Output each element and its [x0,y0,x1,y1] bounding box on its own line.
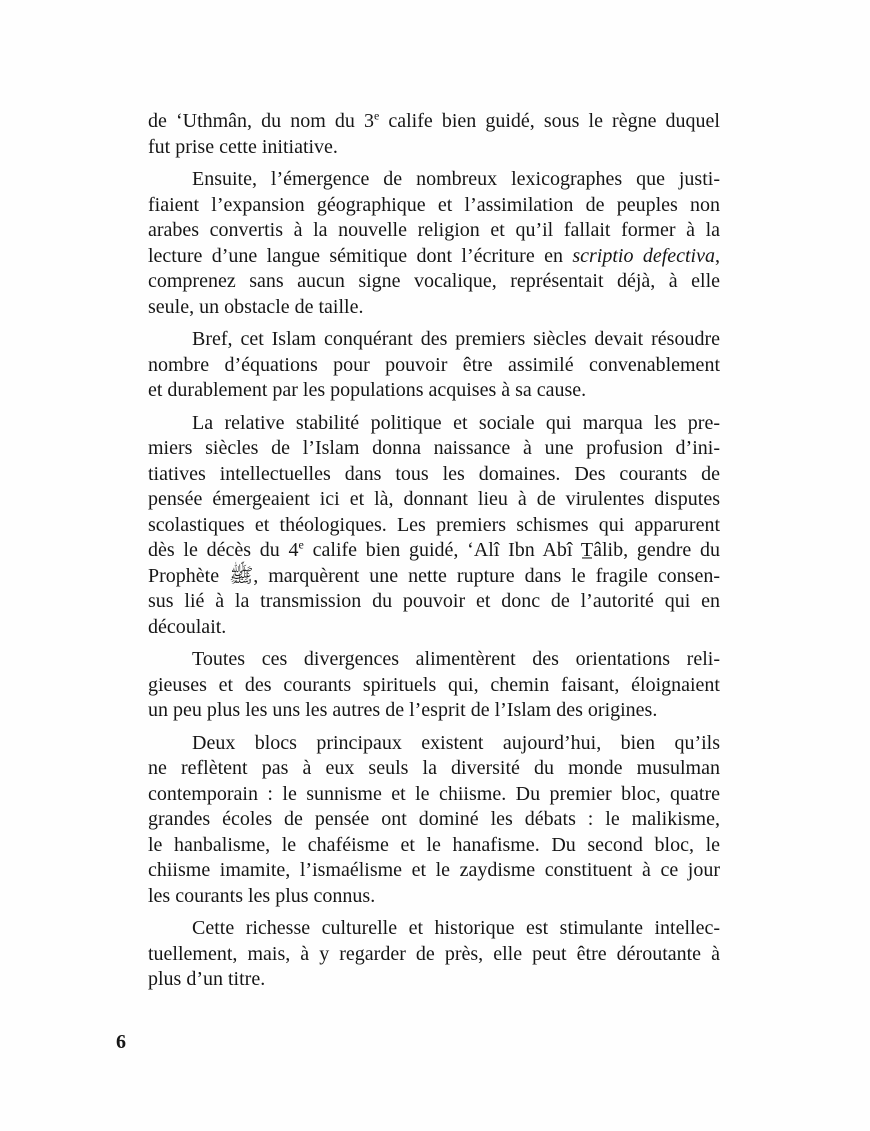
text-line: comprenez sans aucun signe vocalique, représentait déjà, à elle [148,270,720,292]
paragraph [148,109,720,160]
text-line: Cette richesse culturelle et historique est stimulante intellec- [192,917,720,939]
text-line: fiaient l’expansion géographique et l’assimilation de peuples non [148,193,720,216]
paragraph [148,916,720,993]
text-line: Toutes ces divergences alimentèrent des orientations reli- [192,648,720,670]
paragraph [148,167,720,320]
text-line: seule, un obstacle de taille. [148,295,364,318]
text-line: grandes écoles de pensée ont dominé les débats : le malikisme, [148,808,720,830]
text-line: scolastiques et théologiques. Les premiers schismes qui apparurent [148,513,720,536]
text-line: et durablement par les populations acquises à sa cause. [148,379,587,401]
text-line: arabes convertis à la nouvelle religion et qu’il fallait former à la [148,219,720,241]
text-block [148,109,720,1000]
text-line: contemporain : le sunnisme et le chiisme. Du premier bloc, quatre [148,782,720,805]
text-line: dès le décès du 4e calife bien guidé, ‘Alî Ibn Abî T̲âlib, gendre du [148,537,720,561]
text-line: de ‘Uthmân, du nom du 3e calife bien guidé, sous le règne duquel [148,108,720,132]
text-line: nombre d’équations pour pouvoir être assimilé convenablement [148,353,720,376]
text-line: Prophète ﷺ, marquèrent une nette rupture dans le fragile consen- [148,564,720,587]
text-line: sus lié à la transmission du pouvoir et donc de l’autorité qui en [148,590,720,612]
text-line: Bref, cet Islam conquérant des premiers siècles devait résoudre [192,328,720,350]
text-line: tiatives intellectuelles dans tous les domaines. Des courants de [148,462,720,485]
text-line: le hanbalisme, le chaféisme et le hanafisme. Du second bloc, le [148,833,720,856]
paragraph [148,731,720,910]
paragraph [148,647,720,724]
text-line: les courants les plus connus. [148,884,376,907]
text-line: pensée émergeaient ici et là, donnant lieu à de virulentes disputes [148,488,720,510]
text-line: découlait. [148,615,227,638]
text-line: La relative stabilité politique et sociale qui marqua les pre- [192,411,720,434]
text-line: gieuses et des courants spirituels qui, chemin faisant, éloignaient [148,673,720,696]
text-line: tuellement, mais, à y regarder de près, elle peut être déroutante à [148,942,720,965]
text-line: fut prise cette initiative. [148,135,338,158]
text-line: chiisme imamite, l’ismaélisme et le zaydisme constituent à ce jour [148,859,720,881]
text-line: lecture d’une langue sémitique dont l’écriture en scriptio defectiva, [148,244,720,267]
text-line: ne reflètent pas à eux seuls la diversité du monde musulman [148,757,720,779]
text-line: un peu plus les uns les autres de l’esprit de l’Islam des origines. [148,699,658,721]
text-line: Deux blocs principaux existent aujourd’hui, bien qu’ils [192,731,720,754]
text-line: miers siècles de l’Islam donna naissance à une profusion d’ini- [148,437,720,459]
text-line: Ensuite, l’émergence de nombreux lexicographes que justi- [192,168,720,190]
paragraph [148,411,720,641]
page-number: 6 [116,1031,126,1053]
paragraph [148,327,720,404]
text-line: plus d’un titre. [148,968,266,990]
